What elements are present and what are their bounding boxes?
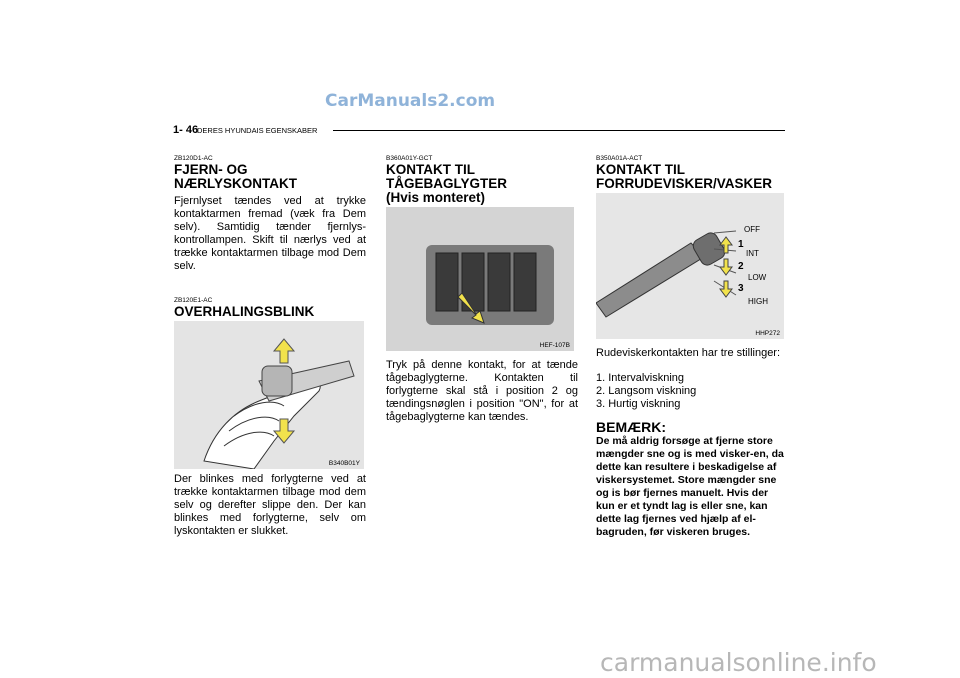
- label-off: OFF: [744, 225, 760, 234]
- section-title: DERES HYUNDAIS EGENSKABER: [197, 126, 318, 135]
- switch-panel-illustration: [386, 207, 574, 351]
- wiper-positions-list: [596, 372, 788, 411]
- section-heading: KONTAKT TIL: [386, 162, 475, 177]
- section-code: B350A01A-ACT: [596, 155, 643, 162]
- section-code: ZB120D1-AC: [174, 155, 213, 162]
- section-body: Rudeviskerkontakten har tre stillinger:: [596, 347, 781, 359]
- watermark-bottom: carmanualsonline.info: [600, 648, 877, 677]
- figure-fog-switch-panel: [386, 207, 574, 351]
- section-code: B360A01Y-GCT: [386, 155, 433, 162]
- hand-on-lever-illustration: [174, 321, 364, 469]
- label-2: 2: [738, 261, 744, 272]
- column-headlight-switch: [174, 155, 366, 538]
- figure-code: HEF-107B: [539, 342, 570, 349]
- note-body: De må aldrig forsøge at fjerne store mængder sne og is med visker-en, da dette kan resultere i beskadigelse af viskersystemet. Store mængder sne og is bør fjernes manuelt. Hvis der kun er et tyndt lag is eller sne, kan dette lag fjernes ved hjælp af el-bagruden, før viskeren bruges.: [596, 435, 784, 538]
- section-heading: FJERN- OG NÆRLYSKONTAKT: [174, 162, 298, 191]
- label-low: LOW: [748, 273, 767, 282]
- wiper-lever-illustration: [596, 193, 784, 339]
- list-item: 2. Langsom viskning: [596, 385, 697, 397]
- figure-flash-to-pass: [174, 321, 364, 469]
- page-number: 1- 46: [173, 124, 199, 136]
- section-heading: FORRUDEVISKER/VASKER: [596, 176, 773, 191]
- note-heading: BEMÆRK:: [596, 419, 666, 435]
- section-heading: KONTAKT TIL: [596, 162, 685, 177]
- label-high: HIGH: [748, 297, 768, 306]
- label-3: 3: [738, 283, 744, 294]
- column-wiper-switch: [596, 155, 788, 539]
- section-code: ZB120E1-AC: [174, 297, 213, 304]
- section-heading: OVERHALINGSBLINK: [174, 304, 315, 319]
- page-header: [173, 124, 785, 136]
- figure-wiper-lever: [596, 193, 784, 339]
- figure-code: HHP272: [755, 330, 780, 337]
- label-int: INT: [746, 249, 759, 258]
- label-1: 1: [738, 239, 744, 250]
- section-heading: (Hvis monteret): [386, 190, 486, 205]
- section-body: Der blinkes med forlygterne ved at trække kontaktarmen tilbage mod dem selv og derefter slippe den. Der kan blinkes med forlygterne, selv om lyskontakten er slukket.: [174, 473, 366, 537]
- list-item: 1. Intervalviskning: [596, 372, 685, 384]
- list-item: 3. Hurtig viskning: [596, 398, 681, 410]
- header-rule: [333, 130, 785, 131]
- figure-code: B340B01Y: [328, 460, 360, 467]
- section-body: Fjernlyset tændes ved at trykke kontaktarmen fremad (væk fra Dem selv). Samtidig tænder fjernlys-kontrollampen. Skift til nærlys ved at trække kontaktarmen tilbage mod Dem selv.: [174, 195, 366, 272]
- watermark-top: CarManuals2.com: [325, 91, 496, 111]
- column-rear-fog-switch: [386, 155, 578, 424]
- section-body: Tryk på denne kontakt, for at tænde tågebaglygterne. Kontakten til forlygterne skal stå i position 2 og tændingsnøglen i position "ON", for at tågebaglygterne kan tændes.: [386, 359, 578, 423]
- section-heading: TÅGEBAGLYGTER: [386, 176, 508, 191]
